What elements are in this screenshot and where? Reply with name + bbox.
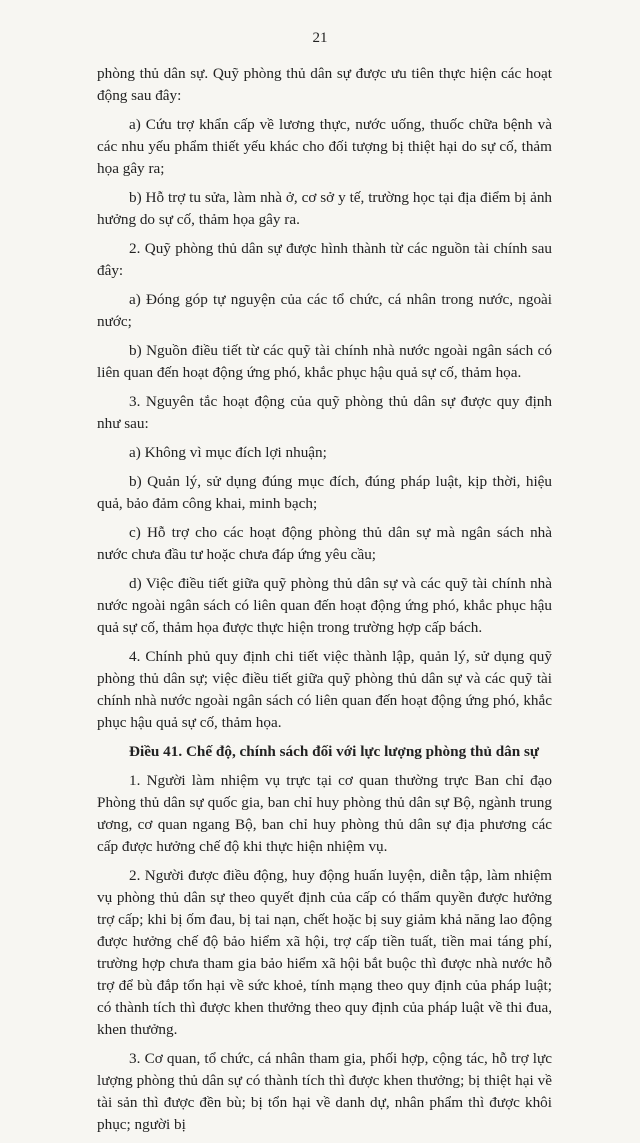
- paragraph: 2. Quỹ phòng thủ dân sự được hình thành từ các nguồn tài chính sau đây:: [97, 240, 552, 279]
- paragraph: phòng thủ dân sự. Quỹ phòng thủ dân sự được ưu tiên thực hiện các hoạt động sau đây:: [97, 65, 552, 104]
- paragraph: a) Đóng góp tự nguyện của các tổ chức, cá nhân trong nước, ngoài nước;: [97, 291, 552, 330]
- paragraph: 2. Người được điều động, huy động huấn luyện, diễn tập, làm nhiệm vụ phòng thủ dân sự theo quyết định của cấp có thẩm quyền được hưởng trợ cấp; khi bị ốm đau, bị tai nạn, chết hoặc bị suy giảm khả năng lao động được hưởng chế độ bảo hiểm xã hội, trợ cấp tiền tuất, tiền mai táng phí, trường hợp chưa tham gia bảo hiểm xã hội bắt buộc thì được nhà nước hỗ trợ để bù đắp tổn hại về sức khoẻ, tính mạng theo quy định của pháp luật; có thành tích thì được khen thưởng theo quy định của pháp luật về thi đua, khen thưởng.: [97, 867, 552, 1038]
- paragraph: b) Quản lý, sử dụng đúng mục đích, đúng pháp luật, kịp thời, hiệu quả, bảo đảm công khai, minh bạch;: [97, 473, 552, 512]
- paragraph: b) Nguồn điều tiết từ các quỹ tài chính nhà nước ngoài ngân sách có liên quan đến hoạt động ứng phó, khắc phục hậu quả sự cố, thảm họa.: [97, 342, 552, 381]
- paragraph: d) Việc điều tiết giữa quỹ phòng thủ dân sự và các quỹ tài chính nhà nước ngoài ngân sách có liên quan đến hoạt động ứng phó, khắc phục hậu quả sự cố, thảm họa được thực hiện trong trường hợp cấp bách.: [97, 575, 552, 636]
- paragraph: 3. Cơ quan, tổ chức, cá nhân tham gia, phối hợp, cộng tác, hỗ trợ lực lượng phòng thủ dân sự có thành tích thì được khen thưởng; bị thiệt hại về tài sản thì được đền bù; bị tổn hại về danh dự, nhân phẩm thì được khôi phục; người bị: [97, 1050, 552, 1133]
- paragraph: 1. Người làm nhiệm vụ trực tại cơ quan thường trực Ban chỉ đạo Phòng thủ dân sự quốc gia, ban chỉ huy phòng thủ dân sự Bộ, ngành trung ương, cơ quan ngang Bộ, ban chỉ huy phòng thủ dân sự địa phương các cấp được hưởng chế độ khi thực hiện nhiệm vụ.: [97, 772, 552, 855]
- page-number: 21: [312, 30, 328, 46]
- paragraph: a) Không vì mục đích lợi nhuận;: [129, 444, 327, 461]
- paragraph: 4. Chính phủ quy định chi tiết việc thành lập, quản lý, sử dụng quỹ phòng thủ dân sự; việc điều tiết giữa quỹ phòng thủ dân sự và các quỹ tài chính nhà nước ngoài ngân sách có liên quan đến hoạt động ứng phó, khắc phục hậu quả sự cố, thảm họa.: [97, 648, 552, 731]
- paragraph: 3. Nguyên tắc hoạt động của quỹ phòng thủ dân sự được quy định như sau:: [97, 393, 552, 432]
- paragraph: b) Hỗ trợ tu sửa, làm nhà ở, cơ sở y tế, trường học tại địa điểm bị ảnh hưởng do sự cố, thảm họa gây ra.: [97, 189, 552, 228]
- paragraph: a) Cứu trợ khẩn cấp về lương thực, nước uống, thuốc chữa bệnh và các nhu yếu phẩm thiết yếu khác cho đối tượng bị thiệt hại do sự cố, thảm họa gây ra;: [97, 116, 552, 177]
- document-body: [97, 63, 552, 1143]
- paragraph: c) Hỗ trợ cho các hoạt động phòng thủ dân sự mà ngân sách nhà nước chưa đầu tư hoặc chưa đáp ứng yêu cầu;: [97, 524, 552, 563]
- article-heading: Điều 41. Chế độ, chính sách đối với lực lượng phòng thủ dân sự: [129, 743, 540, 760]
